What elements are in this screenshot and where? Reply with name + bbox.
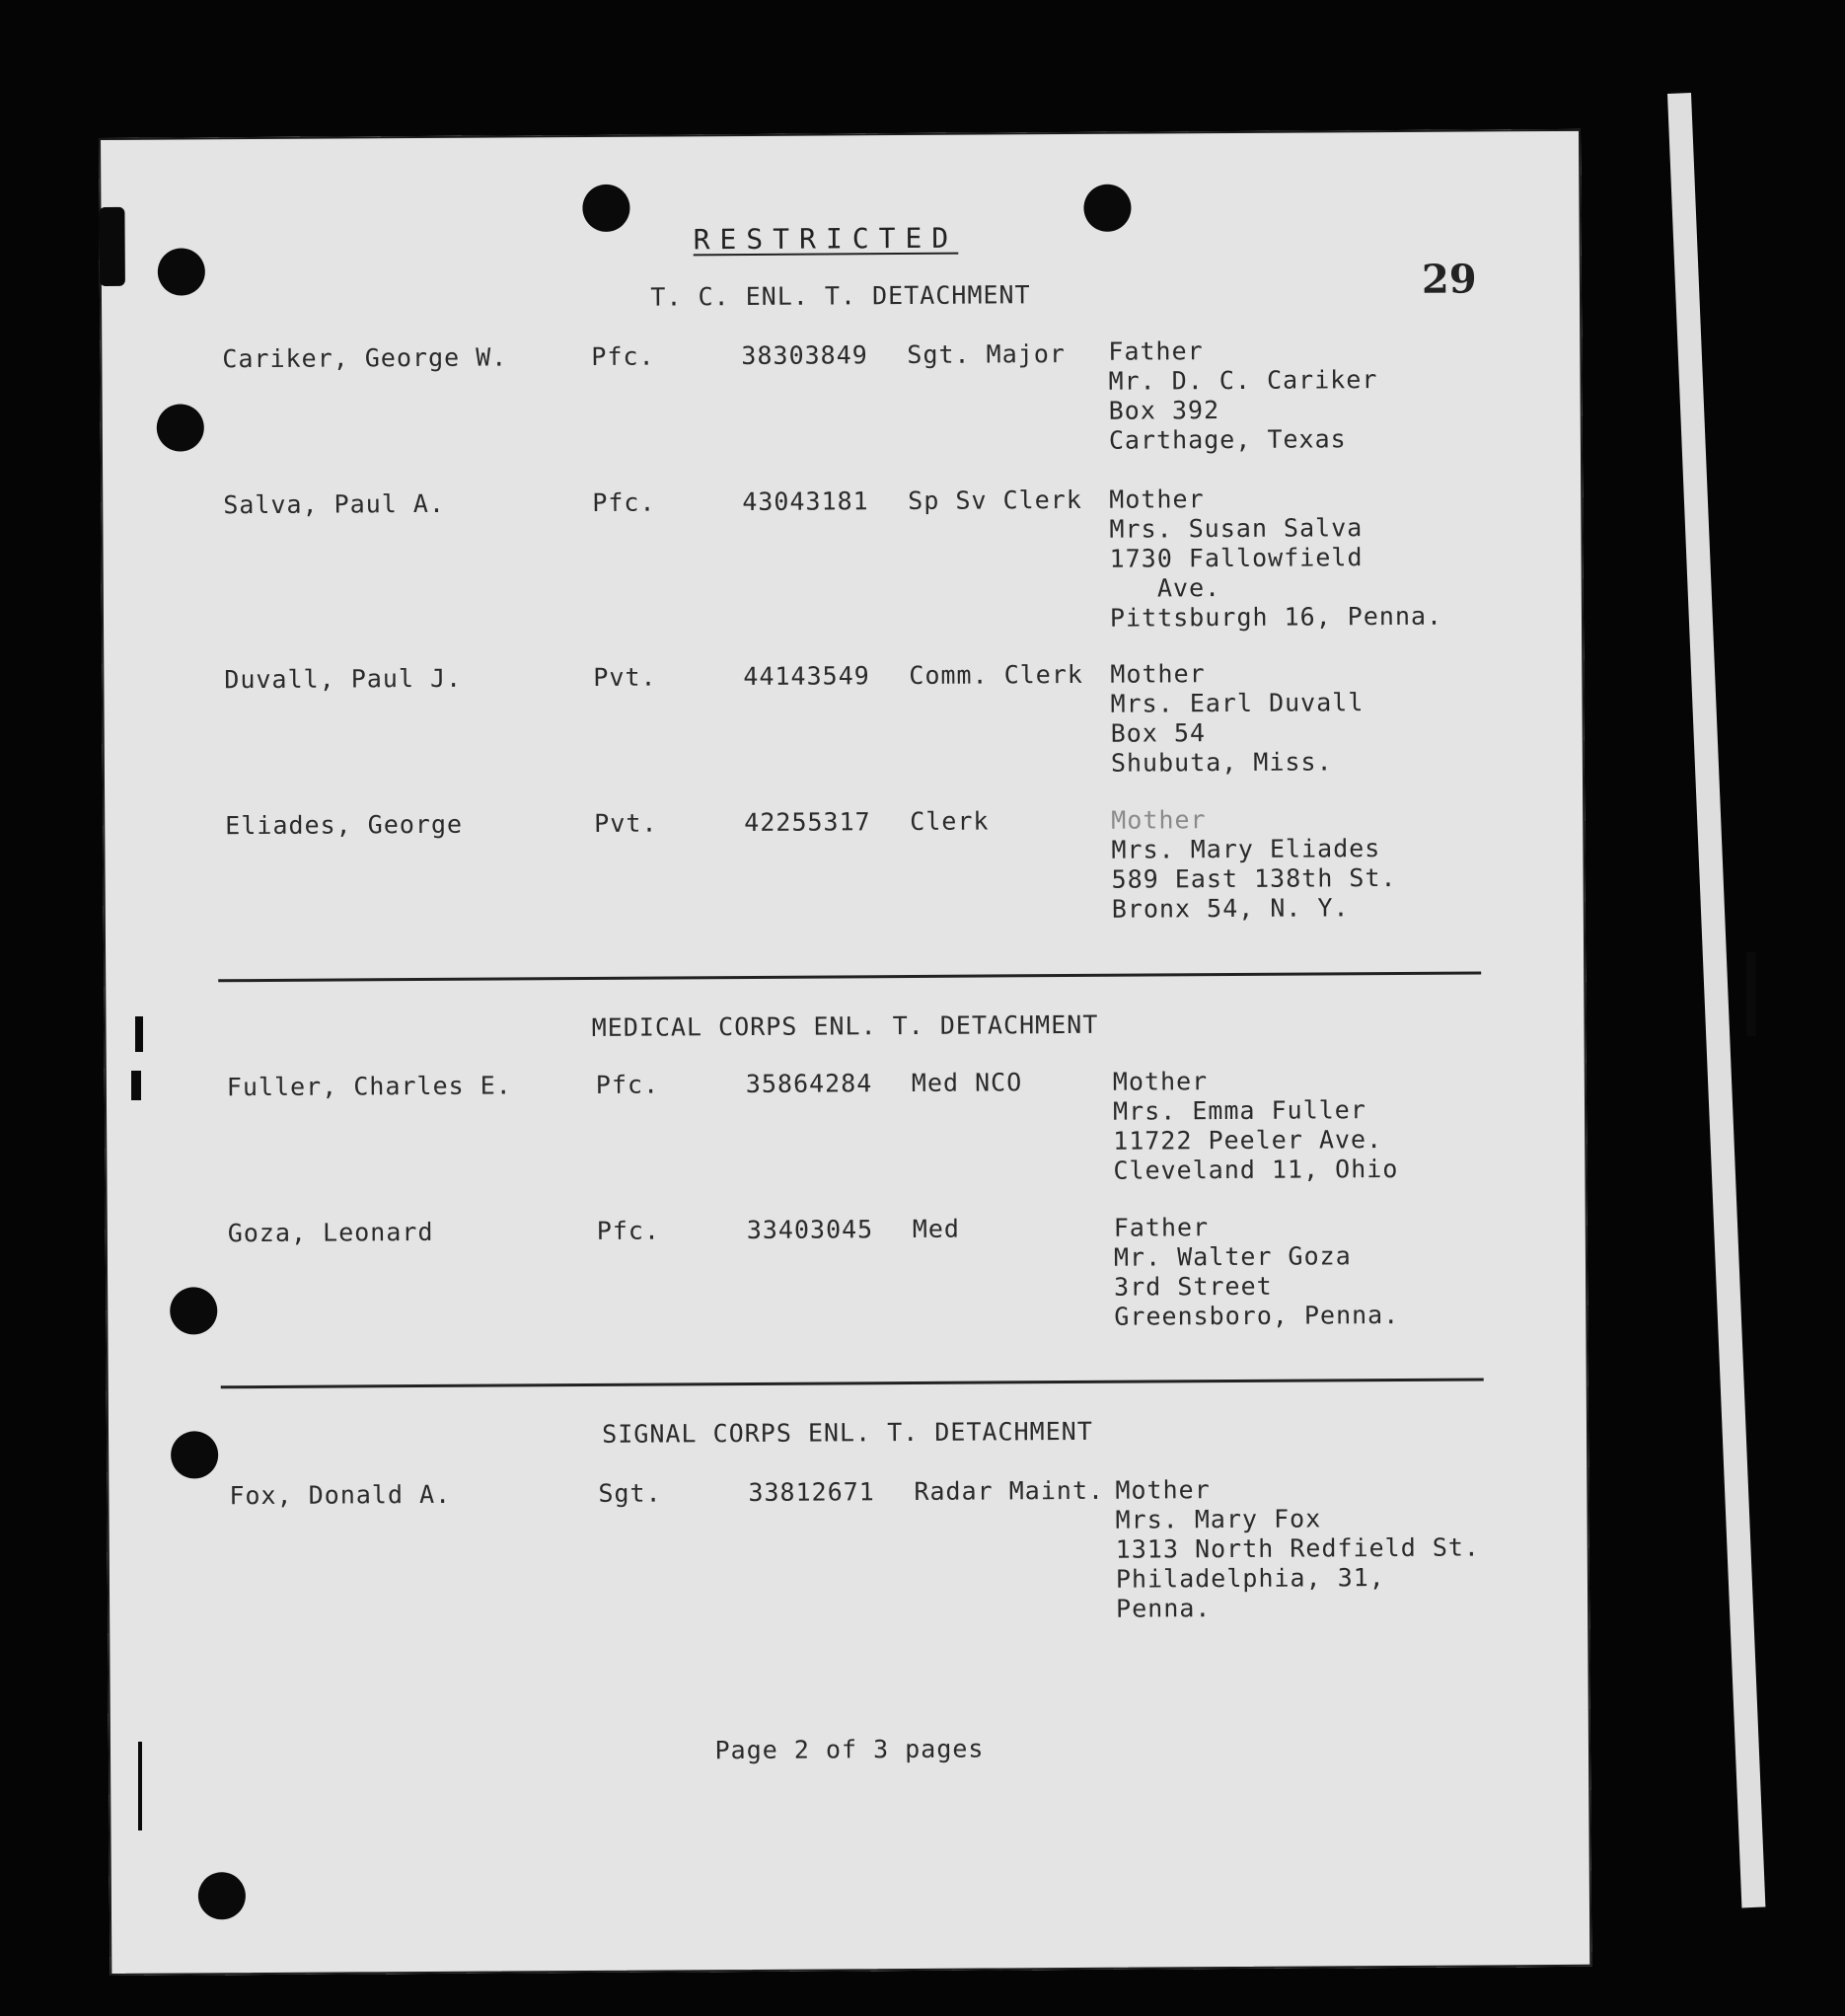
address-line: Ave. — [1109, 573, 1221, 603]
punch-hole — [158, 248, 205, 295]
address-line: Carthage, Texas — [1108, 424, 1347, 455]
edge-mark — [131, 1071, 141, 1100]
address-line: 3rd Street — [1114, 1271, 1273, 1302]
address-line: 1313 North Redfield St. — [1115, 1532, 1481, 1564]
job-title: Comm. Clerk — [909, 659, 1084, 690]
table-row — [101, 483, 1584, 639]
next-of-kin-name: Mrs. Emma Fuller — [1112, 1095, 1366, 1126]
section-title-tc: T. C. ENL. T. DETACHMENT — [650, 280, 1031, 312]
table-row — [106, 1211, 1588, 1368]
next-of-kin-relation: Mother — [1112, 1067, 1209, 1096]
serial-number: 38303849 — [741, 340, 868, 371]
soldier-rank: Pfc. — [591, 341, 655, 371]
serial-number: 44143549 — [743, 661, 870, 692]
edge-mark — [138, 1742, 142, 1830]
next-of-kin-relation: Father — [1113, 1213, 1210, 1242]
soldier-name: Goza, Leonard — [227, 1217, 434, 1248]
address-line: 1730 Fallowfield — [1109, 543, 1364, 573]
page-number: 29 — [1421, 256, 1477, 303]
address-line: Box 392 — [1108, 396, 1220, 425]
next-of-kin-relation: Mother — [1109, 485, 1205, 514]
next-of-kin-name: Mrs. Earl Duvall — [1110, 688, 1365, 718]
table-row — [102, 657, 1585, 814]
serial-number: 33812671 — [748, 1477, 875, 1508]
page-footer: Page 2 of 3 pages — [714, 1734, 985, 1765]
section-divider — [218, 971, 1481, 982]
soldier-rank: Pfc. — [592, 487, 656, 517]
edge-tear-mark — [99, 207, 124, 286]
job-title: Sgt. Major — [907, 339, 1066, 369]
soldier-rank: Sgt. — [598, 1478, 662, 1508]
punch-hole — [198, 1872, 246, 1919]
address-line: Cleveland 11, Ohio — [1113, 1154, 1399, 1185]
soldier-name: Eliades, George — [225, 809, 464, 841]
next-of-kin-name: Mr. Walter Goza — [1113, 1241, 1352, 1272]
job-title: Clerk — [910, 806, 990, 836]
next-of-kin-name: Mrs. Mary Eliades — [1111, 834, 1381, 864]
table-row — [100, 336, 1583, 493]
serial-number: 43043181 — [742, 486, 869, 517]
soldier-rank: Pfc. — [596, 1216, 661, 1245]
job-title: Radar Maint. — [914, 1475, 1105, 1506]
address-line: Shubuta, Miss. — [1110, 747, 1333, 778]
classification-heading: RESTRICTED — [693, 221, 959, 257]
next-of-kin-relation: Mother — [1111, 805, 1207, 835]
address-line: Box 54 — [1110, 718, 1207, 748]
job-title: Med — [912, 1214, 961, 1243]
serial-number: 35864284 — [745, 1069, 873, 1099]
address-line: Greensboro, Penna. — [1114, 1300, 1400, 1331]
address-line: 11722 Peeler Ave. — [1113, 1125, 1383, 1156]
punch-hole — [171, 1431, 218, 1478]
soldier-rank: Pvt. — [593, 662, 657, 692]
soldier-name: Cariker, George W. — [222, 342, 508, 374]
address-line: 589 East 138th St. — [1111, 862, 1397, 894]
next-of-kin-relation: Mother — [1115, 1475, 1211, 1505]
address-line: Penna. — [1116, 1594, 1212, 1623]
soldier-name: Salva, Paul A. — [223, 488, 446, 520]
soldier-rank: Pvt. — [594, 808, 658, 838]
job-title: Sp Sv Clerk — [908, 485, 1082, 515]
punch-hole — [582, 185, 629, 232]
next-of-kin-name: Mr. D. C. Cariker — [1108, 365, 1378, 396]
soldier-name: Fuller, Charles E. — [226, 1071, 512, 1102]
address-line: Pittsburgh 16, Penna. — [1109, 601, 1443, 633]
next-of-kin-relation: Father — [1108, 336, 1204, 366]
punch-hole — [1083, 185, 1131, 232]
next-of-kin-relation: Mother — [1110, 659, 1206, 689]
table-row — [103, 803, 1586, 960]
soldier-name: Duvall, Paul J. — [224, 663, 463, 695]
job-title: Med NCO — [911, 1068, 1023, 1097]
section-title-medical: MEDICAL CORPS ENL. T. DETACHMENT — [591, 1009, 1099, 1042]
address-line: Bronx 54, N. Y. — [1111, 893, 1350, 924]
next-of-kin-name: Mrs. Susan Salva — [1109, 513, 1364, 544]
soldier-name: Fox, Donald A. — [229, 1479, 452, 1511]
punch-hole — [170, 1287, 217, 1334]
next-of-kin-name: Mrs. Mary Fox — [1115, 1504, 1322, 1534]
punch-hole — [157, 404, 204, 451]
serial-number: 42255317 — [744, 807, 871, 838]
section-divider — [221, 1378, 1484, 1388]
soldier-rank: Pfc. — [595, 1070, 660, 1099]
edge-mark — [135, 1016, 143, 1052]
section-title-signal: SIGNAL CORPS ENL. T. DETACHMENT — [602, 1416, 1093, 1449]
table-row — [105, 1065, 1587, 1222]
document-page — [99, 129, 1591, 1976]
serial-number: 33403045 — [746, 1215, 874, 1245]
table-row — [107, 1473, 1589, 1630]
address-line: Philadelphia, 31, — [1115, 1563, 1385, 1594]
edge-mark — [1746, 952, 1756, 1036]
